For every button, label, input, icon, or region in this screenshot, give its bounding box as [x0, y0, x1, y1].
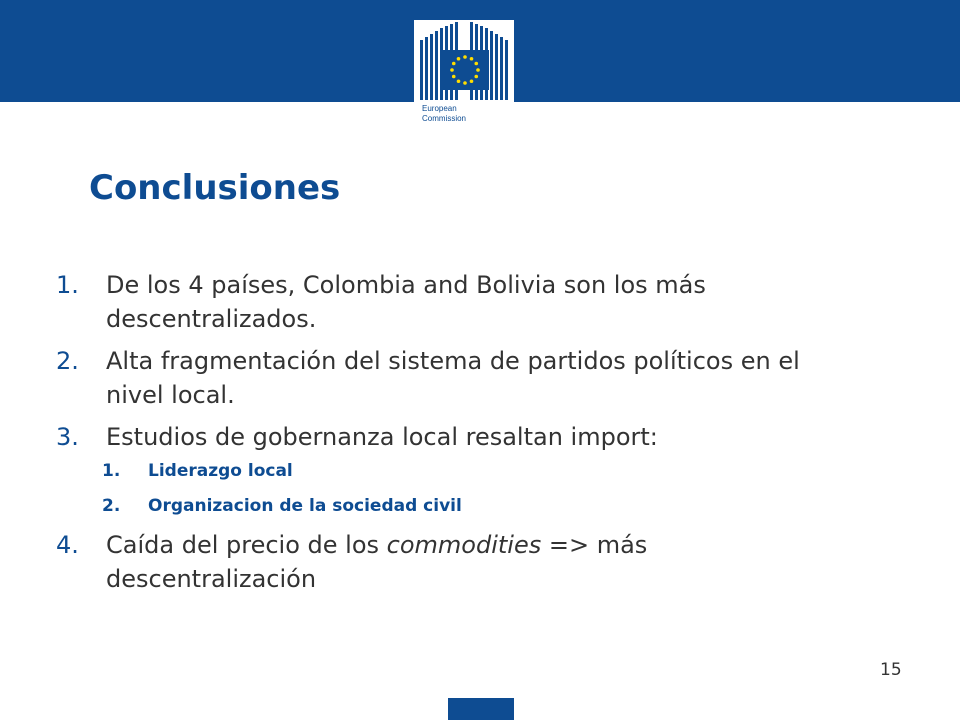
sub-item-number: 2. [102, 496, 121, 516]
eu-star-icon [470, 79, 474, 83]
list-item [56, 528, 856, 596]
list-item [56, 420, 856, 454]
item-text-after: => más descentralización [106, 531, 648, 593]
item-number: 3. [56, 423, 79, 451]
eu-star-icon [474, 62, 478, 66]
item-text-italic: commodities [386, 531, 542, 559]
eu-star-icon [474, 75, 478, 79]
conclusions-list [56, 268, 856, 604]
european-commission-logo [414, 20, 514, 134]
footer-flag-block [448, 698, 514, 720]
item-text-before: Caída del precio de los [106, 531, 387, 559]
eu-star-icon [457, 57, 461, 61]
sub-item-text: Liderazgo local [148, 461, 293, 481]
sub-list-item [56, 493, 856, 519]
eu-star-icon [452, 75, 456, 79]
item-text: Alta fragmentación del sistema de partidos políticos en el nivel local. [106, 347, 800, 409]
logo-line-commission: Commission [422, 114, 467, 123]
list-item [56, 268, 856, 336]
page-number: 15 [880, 660, 902, 680]
eu-star-icon [476, 68, 480, 72]
item-text: De los 4 países, Colombia and Bolivia son los más descentralizados. [106, 271, 706, 333]
item-number: 4. [56, 531, 79, 559]
sub-item-text: Organizacion de la sociedad civil [148, 496, 462, 516]
eu-star-icon [457, 79, 461, 83]
slide-title: Conclusiones [89, 168, 341, 208]
eu-star-icon [463, 81, 467, 85]
logo-wordmark [422, 104, 466, 124]
item-text: Estudios de gobernanza local resaltan import: [106, 423, 658, 451]
eu-star-icon [470, 57, 474, 61]
eu-star-icon [450, 68, 454, 72]
list-item [56, 344, 856, 412]
sub-list-item [56, 458, 856, 484]
item-number: 1. [56, 271, 79, 299]
eu-star-icon [463, 55, 467, 59]
sub-item-number: 1. [102, 461, 121, 481]
logo-building-icon [414, 20, 514, 104]
item-number: 2. [56, 347, 79, 375]
logo-line-european: European [422, 104, 457, 113]
eu-star-icon [452, 62, 456, 66]
